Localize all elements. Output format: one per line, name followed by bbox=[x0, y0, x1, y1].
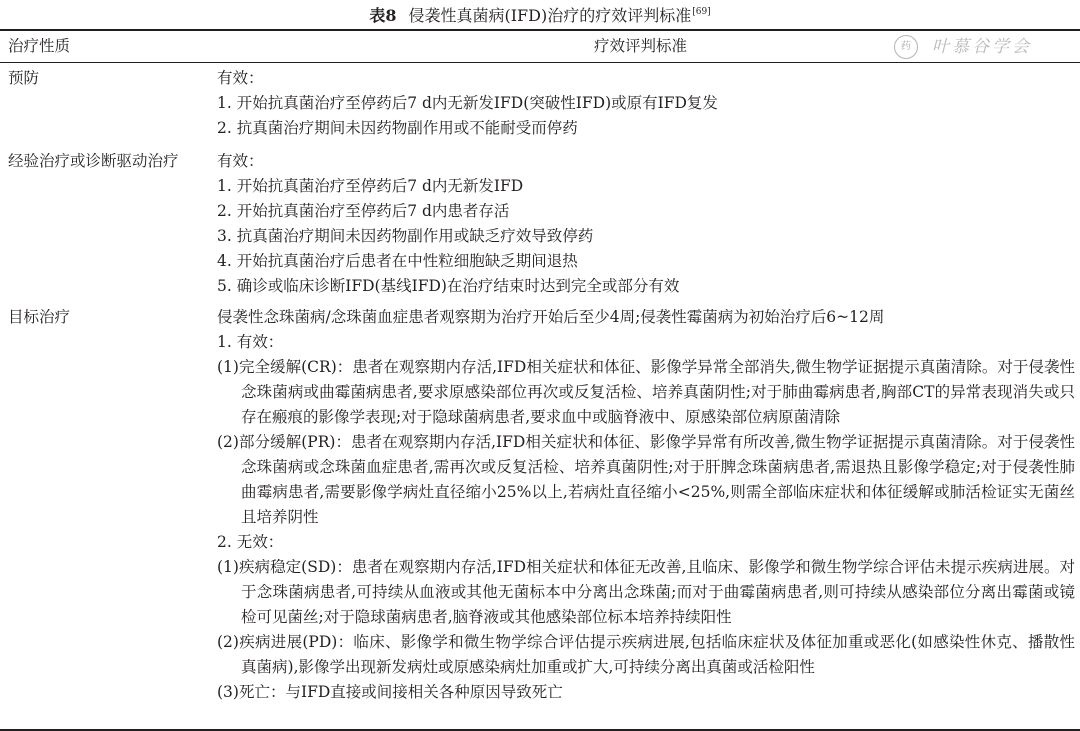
table-body bbox=[0, 66, 1080, 705]
criteria-line: 5. 确诊或临床诊断IFD(基线IFD)在治疗结束时达到完全或部分有效 bbox=[217, 277, 680, 295]
criteria-line: 有效： bbox=[217, 152, 264, 170]
criteria-line: 有效： bbox=[217, 69, 264, 87]
header-rule bbox=[0, 62, 1080, 63]
header-efficacy-criteria: 疗效评判标准 bbox=[594, 37, 688, 55]
criteria-line: 1. 开始抗真菌治疗至停药后7 d内无新发IFD(突破性IFD)或原有IFD复发 bbox=[217, 94, 718, 112]
watermark-text: 叶慕谷学会 bbox=[932, 37, 1032, 57]
table-row-prophylaxis bbox=[0, 66, 1080, 149]
progressive-disease-criteria: (2)疾病进展(PD)：临床、影像学和微生物学综合评估提示疾病进展,包括临床症状及体征加重或恶化(如感染性休克、播散性真菌病),影像学出现新发病灶或原感染病灶加重或扩大,可持续分离出真菌或活检阳性 bbox=[217, 633, 1075, 676]
row-criteria bbox=[217, 149, 1075, 299]
header-treatment-type: 治疗性质 bbox=[8, 37, 71, 55]
effective-heading: 1. 有效： bbox=[217, 333, 284, 351]
table-row-empirical bbox=[0, 149, 1080, 305]
table-row-targeted bbox=[0, 305, 1080, 705]
observation-period-text: 侵袭性念珠菌病/念珠菌血症患者观察期为治疗开始后至少4周;侵袭性霉菌病为初始治疗后6~12周 bbox=[217, 308, 885, 326]
row-criteria bbox=[217, 66, 1075, 141]
top-rule bbox=[0, 29, 1080, 31]
reference-marker: [69] bbox=[692, 7, 711, 17]
criteria-line: 2. 抗真菌治疗期间未因药物副作用或不能耐受而停药 bbox=[217, 119, 578, 137]
stable-disease-criteria: (1)疾病稳定(SD)：患者在观察期内存活,IFD相关症状和体征无改善,且临床、影像学和微生物学综合评估未提示疾病进展。对于念珠菌病患者,可持续从血液或其他无菌标本中分离出念珠菌;而对于曲霉菌病患者,则可持续从感染部位分离出霉菌或镜检可见菌丝;对于隐球菌病患者,脑脊液或其他感染部位标本培养持续阳性 bbox=[217, 558, 1075, 626]
table-title: 侵袭性真菌病(IFD)治疗的疗效评判标准 bbox=[408, 6, 692, 25]
row-criteria bbox=[217, 305, 1075, 705]
watermark-stamp bbox=[892, 33, 1072, 61]
row-label: 经验治疗或诊断驱动治疗 bbox=[8, 152, 179, 170]
complete-response-criteria: (1)完全缓解(CR)：患者在观察期内存活,IFD相关症状和体征、影像学异常全部消失,微生物学证据提示真菌清除。对于侵袭性念珠菌病或曲霉菌病患者,要求原感染部位再次或反复活检、培养真菌阴性;对于肺曲霉病患者,胸部CT的异常表现消失或只存在瘢痕的影像学表现;对于隐球菌病患者,要求血中或脑脊液中、原感染部位病原菌清除 bbox=[217, 358, 1075, 426]
table-caption bbox=[0, 0, 1080, 28]
criteria-line: 2. 开始抗真菌治疗至停药后7 d内患者存活 bbox=[217, 202, 510, 220]
criteria-line: 4. 开始抗真菌治疗后患者在中性粒细胞缺乏期间退热 bbox=[217, 252, 578, 270]
criteria-line: 3. 抗真菌治疗期间未因药物副作用或缺乏疗效导致停药 bbox=[217, 227, 594, 245]
bottom-rule bbox=[0, 729, 1080, 731]
row-label: 目标治疗 bbox=[8, 308, 71, 326]
partial-response-criteria: (2)部分缓解(PR)：患者在观察期内存活,IFD相关症状和体征、影像学异常有所改善,微生物学证据提示真菌清除。对于侵袭性念珠菌病或念珠菌血症患者,需再次或反复活检、培养真菌阴性;对于肝脾念珠菌病患者,需退热且影像学稳定;对于侵袭性肺曲霉病患者,需要影像学病灶直径缩小25%以上,若病灶直径缩小<25%,则需全部临床症状和体征缓解或肺活检证实无菌丝且培养阴性 bbox=[217, 433, 1075, 526]
ineffective-heading: 2. 无效： bbox=[217, 533, 284, 551]
criteria-line: 1. 开始抗真菌治疗至停药后7 d内无新发IFD bbox=[217, 177, 524, 195]
table-number: 表8 bbox=[369, 6, 397, 25]
seal-icon: 药 bbox=[894, 35, 918, 59]
death-criteria: (3)死亡：与IFD直接或间接相关各种原因导致死亡 bbox=[217, 683, 563, 701]
row-label: 预防 bbox=[8, 69, 40, 87]
